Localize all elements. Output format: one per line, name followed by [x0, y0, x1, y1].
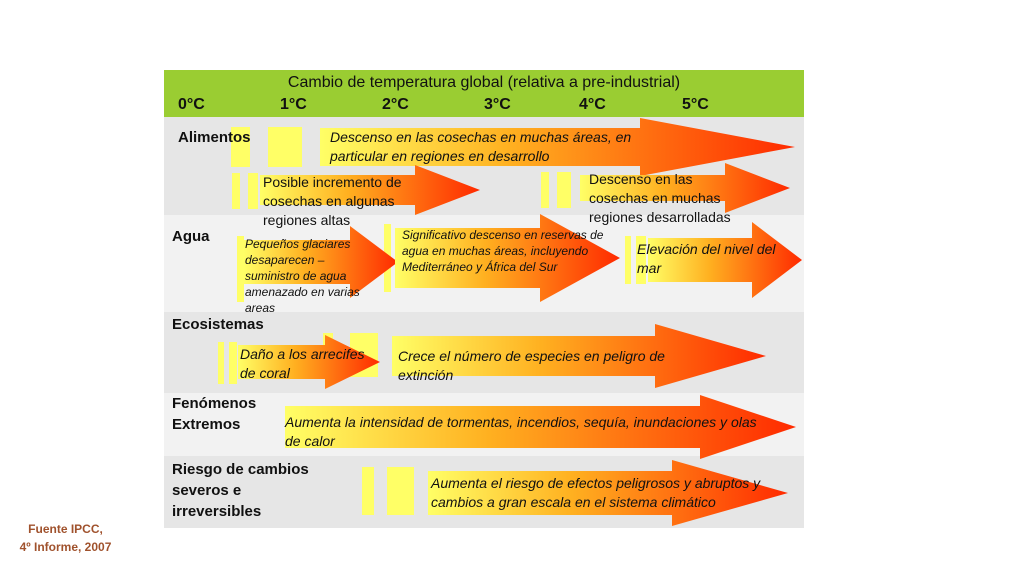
- temp-label-5: 5°C: [682, 96, 709, 113]
- text-food-increase: Posible incremento de cosechas en algunas regiones altas: [263, 174, 402, 228]
- text-eco-species: Crece el número de especies en peligro de extinción: [398, 348, 665, 383]
- text-food-decline: Descenso en las cosechas en muchas áreas, en particular en regiones en desarrollo: [330, 129, 632, 164]
- row-label-extremes: Fenómenos Extremos: [172, 395, 257, 433]
- text-eco-coral: Daño a los arrecifes de coral: [240, 346, 365, 381]
- text-water-sealevel: Elevación del nivel del mar: [637, 241, 776, 276]
- row-label-ecosystems: Ecosistemas: [172, 316, 264, 333]
- source-line-1: Fuente IPCC,: [28, 522, 103, 536]
- row-label-food: Alimentos: [178, 129, 251, 146]
- source-line-2: 4º Informe, 2007: [19, 540, 112, 554]
- row-label-risk: Riesgo de cambios severos e irreversibles: [172, 461, 309, 520]
- temp-label-4: 4°C: [579, 96, 606, 113]
- text-water-glaciers: Pequeños glaciares desaparecen – suministro de agua amenazado en varias areas: [245, 237, 360, 315]
- row-label-water: Agua: [172, 228, 210, 245]
- temp-label-3: 3°C: [484, 96, 511, 113]
- text-food-decline-developed: Descenso en las cosechas en muchas regiones desarrolladas: [589, 171, 731, 225]
- text-risk-abrupt: Aumenta el riesgo de efectos peligrosos y abruptos y cambios a gran escala en el sistema climático: [431, 475, 761, 510]
- temp-label-0: 0°C: [178, 96, 205, 113]
- header-title: Cambio de temperatura global (relativa a pre-industrial): [287, 74, 681, 91]
- temp-label-2: 2°C: [382, 96, 409, 113]
- text-water-decrease: Significativo descenso en reservas de agua en muchas áreas, incluyendo Mediterráneo y África del Sur: [402, 228, 604, 274]
- source-note: [8, 520, 123, 556]
- temp-label-1: 1°C: [280, 96, 307, 113]
- text-extreme-events: Aumenta la intensidad de tormentas, incendios, sequía, inundaciones y olas de calor: [285, 414, 757, 449]
